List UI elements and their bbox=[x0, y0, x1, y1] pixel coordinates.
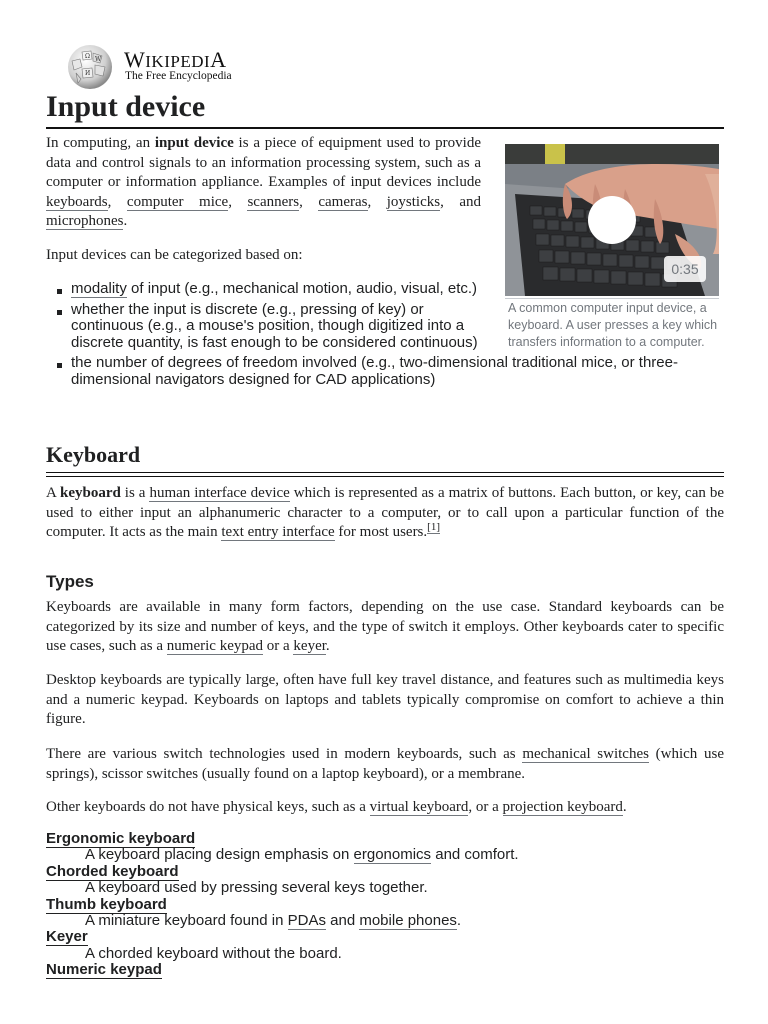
link-mechanical-switches[interactable]: mechanical switches bbox=[522, 746, 649, 762]
wikipedia-wordmark: WIKIPEDIA bbox=[124, 47, 227, 72]
link-keyer[interactable]: keyer bbox=[293, 638, 326, 654]
link-keyboards[interactable]: keyboards bbox=[46, 193, 108, 210]
list-item: modality of input (e.g., mechanical motion, audio, visual, etc.) bbox=[46, 281, 491, 298]
link-ergonomics[interactable]: ergonomics bbox=[353, 846, 432, 864]
definition: A keyboard used by pressing several keys together. bbox=[85, 879, 428, 897]
subsection-heading-types: Types bbox=[46, 572, 94, 591]
svg-text:Ω: Ω bbox=[85, 53, 90, 60]
link-human-interface-device[interactable]: human interface device bbox=[149, 485, 290, 501]
link-modality[interactable]: modality bbox=[71, 280, 127, 297]
types-paragraph-1: Keyboards are available in many form factors, depending on the use case. Standard keyboards can be categorized by its size and number of keys, and the type of switch it employs. Other keyboards cater to specific use cases, such as a numeric keypad or a keyer. bbox=[46, 599, 724, 654]
keyboard-paragraph: A keyboard is a human interface device which is represented as a matrix of buttons. Each button, or key, can be used to either input an alphanumeric character to a computer, or to call upon a particular function of the computer. It acts as the main text entry interface for most users.[1] bbox=[46, 485, 725, 540]
reference-link-1[interactable]: [1] bbox=[427, 521, 440, 533]
link-scanners[interactable]: scanners bbox=[247, 193, 300, 210]
list-item: the number of degrees of freedom involved (e.g., two-dimensional traditional mice, or three-dimensional navigators designed for CAD applications) bbox=[46, 355, 724, 388]
keyboard-figure bbox=[505, 144, 719, 351]
link-projection-keyboard[interactable]: projection keyboard bbox=[502, 799, 623, 815]
svg-text:И: И bbox=[85, 70, 91, 77]
section-heading-keyboard: Keyboard bbox=[46, 440, 724, 473]
link-virtual-keyboard[interactable]: virtual keyboard bbox=[369, 799, 469, 815]
link-cameras[interactable]: cameras bbox=[318, 193, 368, 210]
term-ergonomic-keyboard[interactable]: Ergonomic keyboard bbox=[46, 830, 196, 847]
wikipedia-tagline: The Free Encyclopedia bbox=[125, 70, 232, 82]
definition: A chorded keyboard without the board. bbox=[85, 944, 342, 962]
play-button[interactable] bbox=[588, 196, 636, 244]
wikipedia-globe-icon bbox=[66, 43, 114, 91]
types-paragraph-4: Other keyboards do not have physical keys, such as a virtual keyboard, or a projection keyboard. bbox=[46, 799, 627, 815]
figure-caption: A common computer input device, a keyboard. A user presses a key which transfers information to a computer. bbox=[505, 298, 719, 351]
video-duration: 0:35 bbox=[664, 256, 706, 282]
definition: A miniature keyboard found in PDAs and mobile phones. bbox=[85, 912, 462, 930]
intro-paragraph: In computing, an input device is a piece of equipment used to provide data and control signals to an information processing system, such as a computer or information appliance. Examples of input devices include keyboards, computer mice, scanners, cameras, joysticks, and microphones. bbox=[46, 135, 481, 229]
keyboard-types-list bbox=[46, 831, 724, 979]
keyboard-video-thumbnail[interactable] bbox=[505, 144, 719, 296]
link-microphones[interactable]: microphones bbox=[46, 213, 124, 229]
link-computer-mice[interactable]: computer mice bbox=[126, 193, 229, 210]
link-numeric-keypad[interactable]: numeric keypad bbox=[166, 638, 264, 654]
definition: A keyboard placing design emphasis on ergonomics and comfort. bbox=[85, 846, 519, 864]
link-mobile-phones[interactable]: mobile phones bbox=[359, 912, 457, 930]
categorized-paragraph: Input devices can be categorized based on: bbox=[46, 247, 303, 263]
term-thumb-keyboard[interactable]: Thumb keyboard bbox=[46, 895, 167, 913]
wikipedia-logo[interactable] bbox=[66, 43, 266, 89]
types-paragraph-3: There are various switch technologies used in modern keyboards, such as mechanical switches (which use springs), scissor switches (usually found on a laptop keyboard), or a membrane. bbox=[46, 746, 724, 782]
link-pdas[interactable]: PDAs bbox=[287, 912, 326, 930]
link-text-entry-interface[interactable]: text entry interface bbox=[221, 524, 335, 540]
term-numeric-keypad[interactable]: Numeric keypad bbox=[46, 961, 162, 979]
page-title: Input device bbox=[46, 88, 724, 129]
list-item: whether the input is discrete (e.g., pressing of key) or continuous (e.g., a mouse's position, though digitized into a discrete quantity, is fast enough to be considered continuous) bbox=[46, 302, 491, 352]
svg-text:W: W bbox=[95, 56, 102, 63]
link-joysticks[interactable]: joysticks bbox=[386, 193, 441, 210]
term-keyer[interactable]: Keyer bbox=[46, 928, 88, 946]
term-chorded-keyboard[interactable]: Chorded keyboard bbox=[46, 862, 179, 880]
types-paragraph-2: Desktop keyboards are typically large, often have full key travel distance, and features such as multimedia keys and a numeric keypad. Keyboards on laptops and tablets typically compromise on comfort to achieve a thin figure. bbox=[46, 672, 724, 727]
